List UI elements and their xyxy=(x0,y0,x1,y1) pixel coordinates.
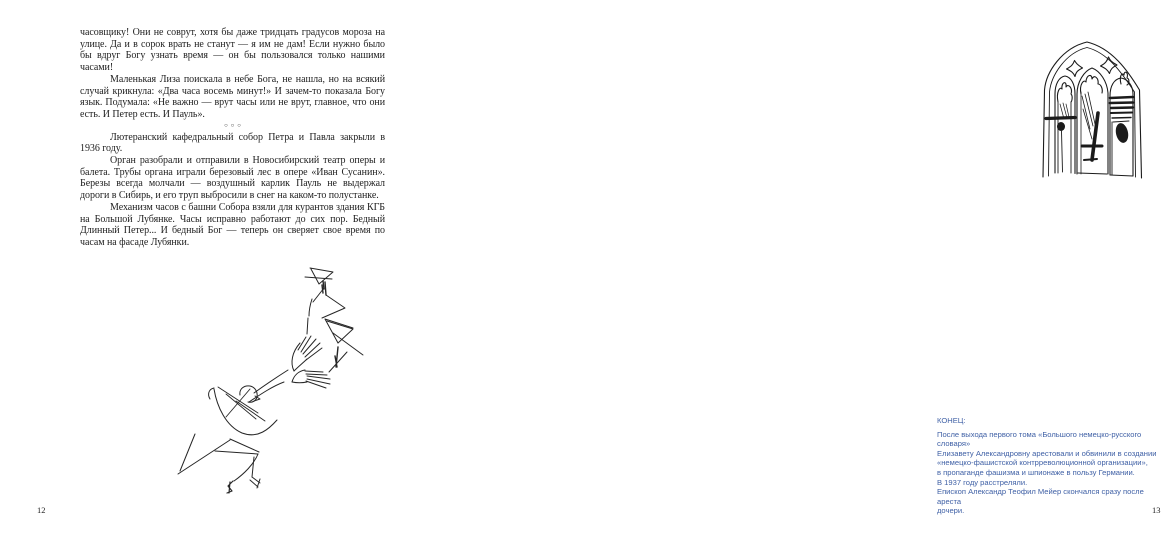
hand-lower xyxy=(292,370,305,382)
page-number-right: 13 xyxy=(1152,505,1161,515)
leaping-figure-sketch xyxy=(170,255,370,500)
page-right xyxy=(400,0,1161,541)
body-paragraph: Орган разобрали и отправили в Новосибирский театр оперы и балета. Трубы органа играли березовый лес в опере «Иван Сусанин». Березы всегда молчали — воздушный карлик Пауль не выдержал дороги в Сибирь, и его труп выбросили в снег на каком-то полустанке. xyxy=(80,155,385,202)
legs xyxy=(230,439,259,452)
body-text-block xyxy=(80,27,385,249)
section-separator: ○○○ xyxy=(224,122,244,129)
gothic-window-sketch xyxy=(1034,34,1150,186)
body-paragraph: Лютеранский кафедральный собор Петра и Павла закрыли в 1936 году. xyxy=(80,131,385,155)
body-paragraph: Механизм часов с башни Собора взяли для курантов здания КГБ на Большой Лубянке. Часы исправно работают до сих пор. Бедный Длинный Петер... И бедный Бог — теперь он сверяет свое время по часам на фасаде Лубянки. xyxy=(80,201,385,248)
colophon-line: дочери. xyxy=(937,506,965,516)
arm xyxy=(254,370,288,393)
colophon-line: В 1937 году расстреляли. xyxy=(937,477,1028,487)
cross-left xyxy=(1067,61,1083,77)
torso xyxy=(209,388,214,399)
kite-triangle xyxy=(310,268,333,284)
page-left xyxy=(0,0,400,541)
colophon-line: «немецко-фашистской контрреволюционной организации», xyxy=(937,458,1148,468)
body-paragraph: Маленькая Лиза поискала в небе Бога, не нашла, но на всякий случай крикнула: «Два часа восемь минут!» И зачем-то показала Богу язык. Подумала: «Не важно — врут часы или не врут, главное, что они есть. И Петер есть. И Пауль». xyxy=(80,73,385,120)
colophon-block xyxy=(937,416,1169,516)
colophon-line: Епископ Александр Теофил Мейер скончался сразу после ареста xyxy=(937,487,1144,506)
page-number-left: 12 xyxy=(37,505,46,515)
colophon-line: в пропаганде фашизма и шпионаже в пользу Германии. xyxy=(937,467,1135,477)
colophon-line: Елизавету Александровну арестовали и обвинили в создании xyxy=(937,448,1157,458)
colophon-line: После выхода первого тома «Большого немецко-русского словаря» xyxy=(937,429,1142,449)
body-paragraph: часовщику! Они не соврут, хотя бы даже тридцать градусов мороза на улице. Да и в сорок врать не станут — я им не дам! Если нужно было бы вдруг Богу узнать время — он бы пользовался только нашими часами! xyxy=(80,27,385,74)
head xyxy=(240,386,257,402)
colophon-heading: КОНЕЦ: xyxy=(937,416,966,425)
